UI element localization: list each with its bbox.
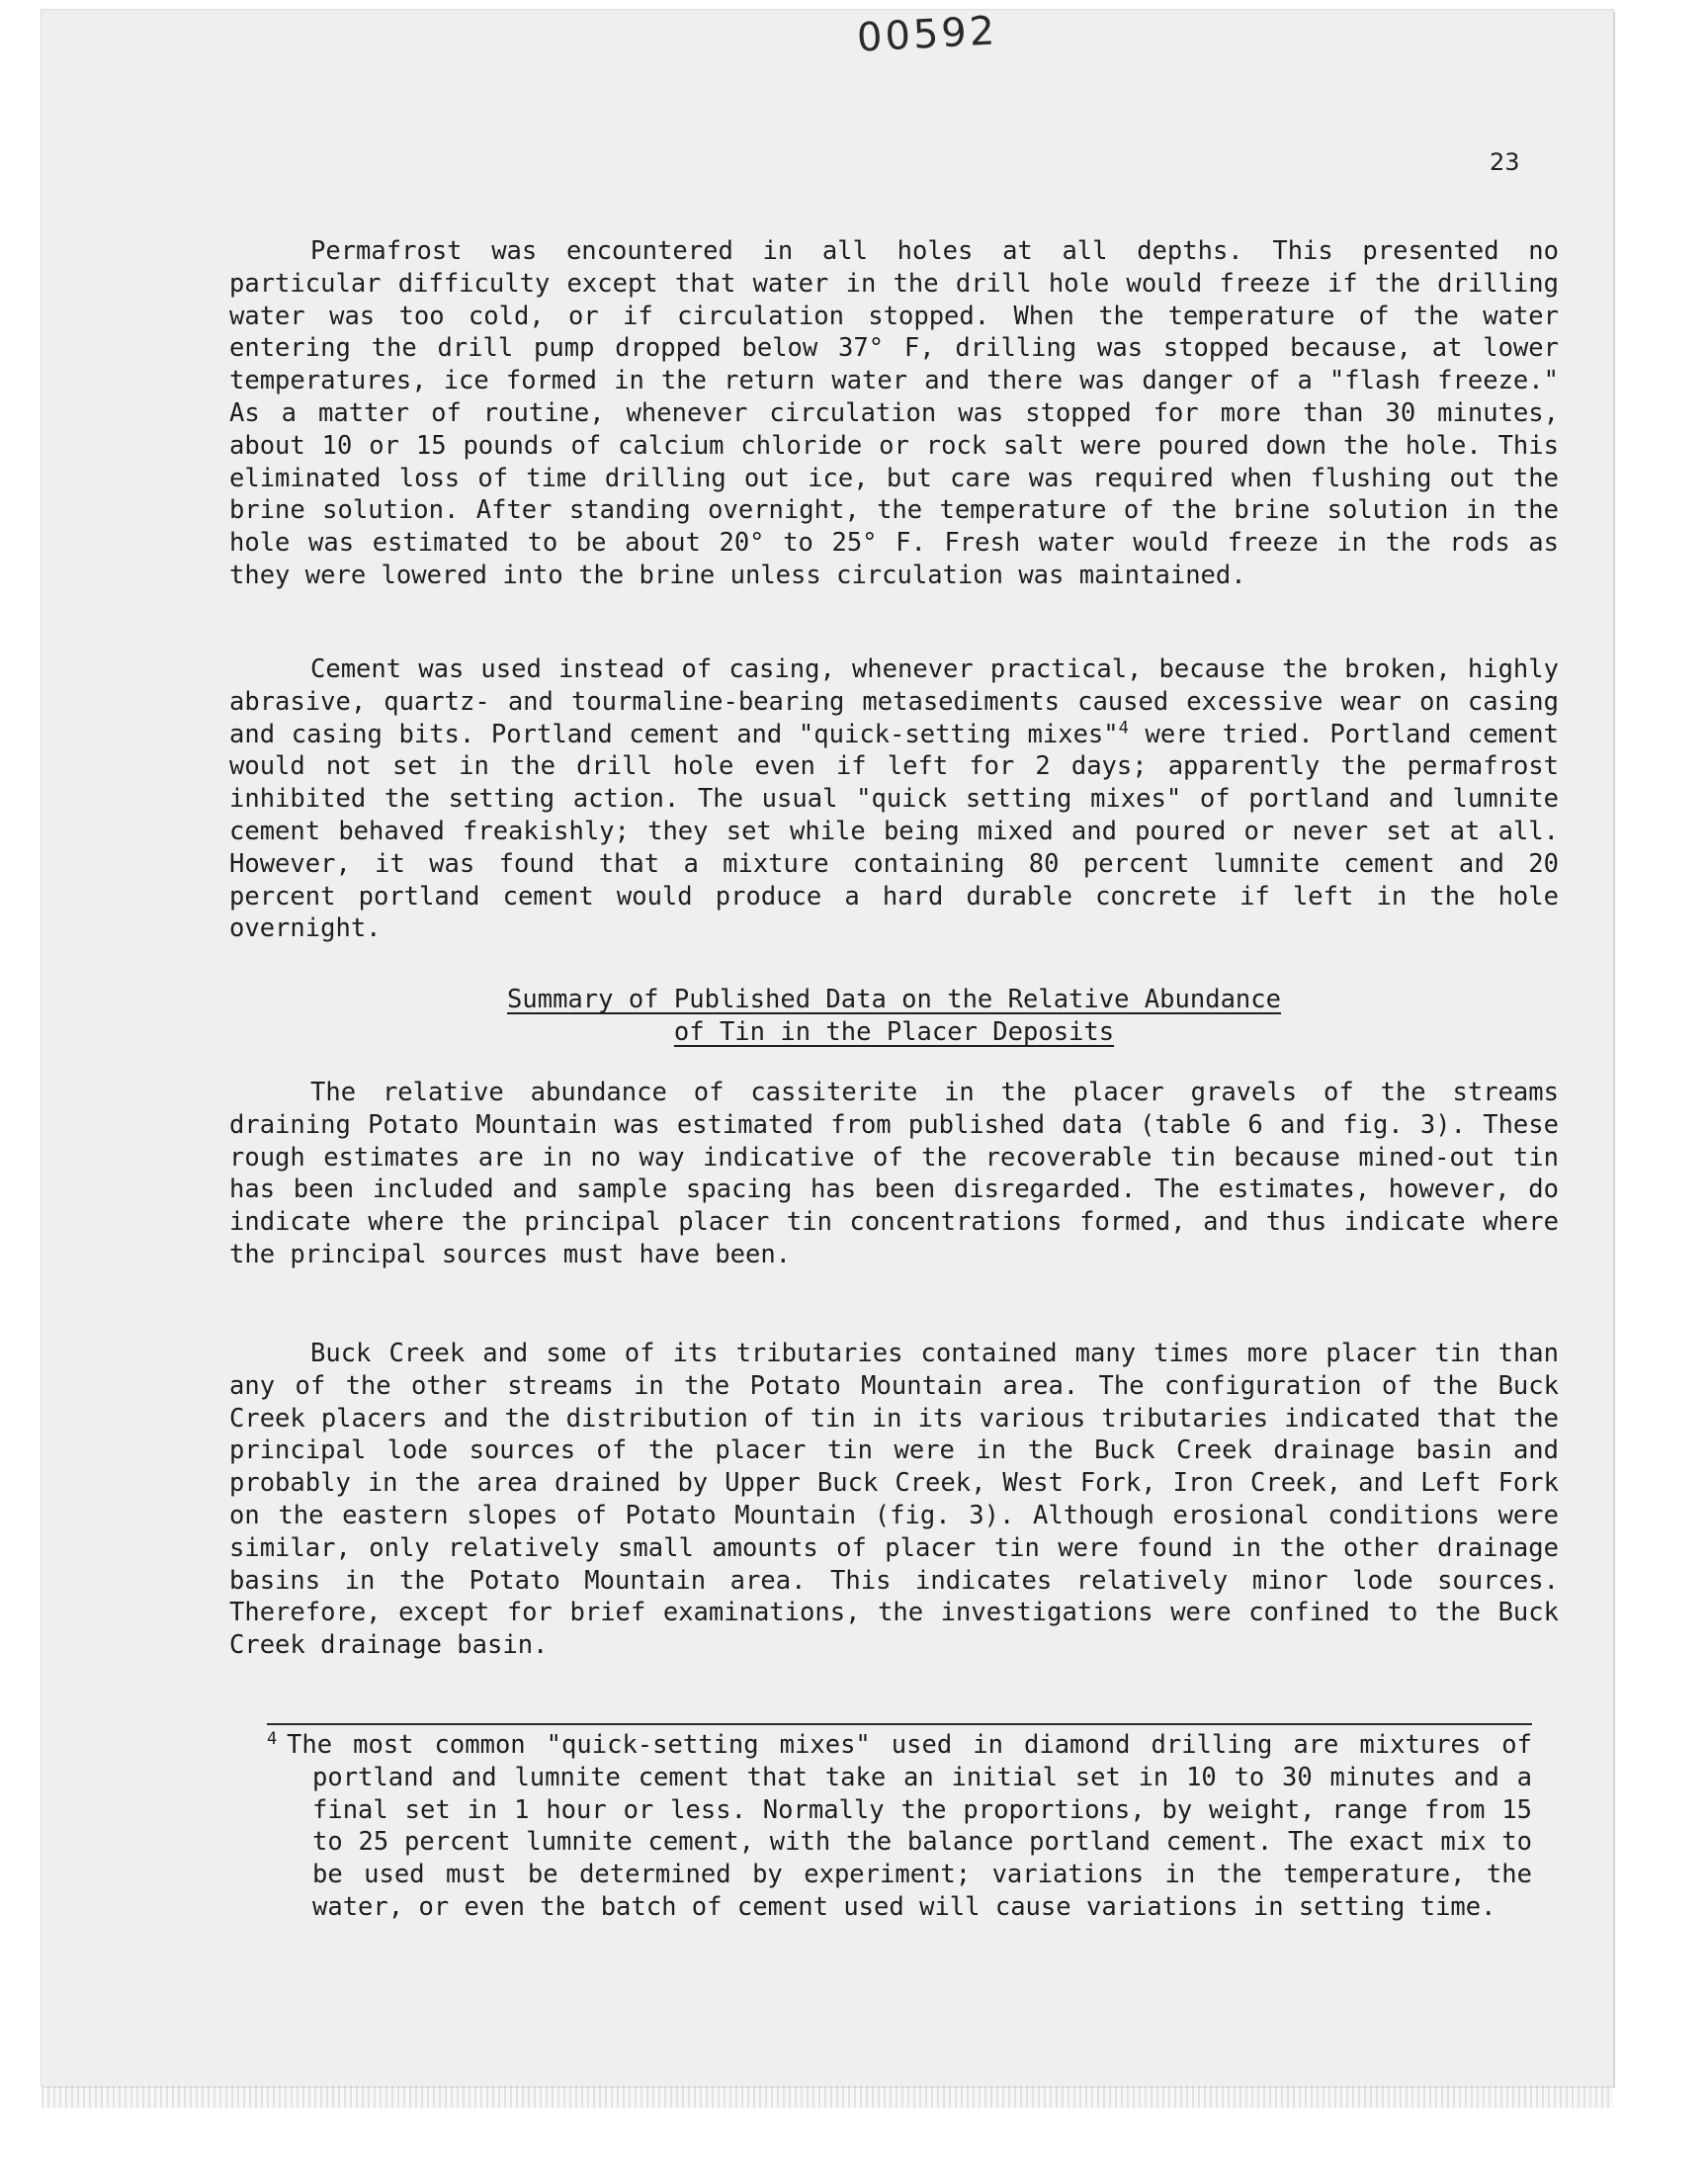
- document-stamp-number: 00592: [855, 8, 999, 61]
- footnote-text: The most common "quick-setting mixes" used in diamond drilling are mixtures of portland and lumnite cement that take an initial set in 10 to 30 minutes and a final set in 1 hour or less. Normally the proportions, by weight, range from 15 to 25 percent lumnite cement, with the balance portland cement. The exact mix to be used must be determined by experiment; variations in the temperature, the water, or even the batch of cement used will cause variations in setting time.: [287, 1730, 1532, 1922]
- paragraph-buck-creek: Buck Creek and some of its tributaries contained many times more placer tin than any of the other streams in the Potato Mountain area. The configuration of the Buck Creek placers and the distribution of tin in its various tributaries indicated that the principal lode sources of the placer tin were in the Buck Creek drainage basin and probably in the area drained by Upper Buck Creek, West Fork, Iron Creek, and Left Fork on the eastern slopes of Potato Mountain (fig. 3). Although erosional conditions were similar, only relatively small amounts of placer tin were found in the other drainage basins in the Potato Mountain area. This indicates relatively minor lode sources. Therefore, except for brief examinations, the investigations were confined to the Buck Creek drainage basin.: [229, 1339, 1559, 1661]
- paragraph-permafrost: Permafrost was encountered in all holes at all depths. This presented no particular difficulty except that water in the drill hole would freeze if the drilling water was too cold, or if circulation stopped. When the temperature of the water entering the drill pump dropped below 37° F, drilling was stopped because, at lower temperatures, ice formed in the return water and there was danger of a "flash freeze." As a matter of routine, whenever circulation was stopped for more than 30 minutes, about 10 or 15 pounds of calcium chloride or rock salt were poured down the hole. This eliminated loss of time drilling out ice, but care was required when flushing out the brine solution. After standing overnight, the temperature of the brine solution in the hole was estimated to be about 20° to 25° F. Fresh water would freeze in the rods as they were lowered into the brine unless circulation was maintained.: [229, 236, 1559, 590]
- document-page: [42, 10, 1613, 2086]
- footnote-divider: [267, 1723, 1532, 1725]
- section-heading: [229, 984, 1559, 1049]
- page-number: 23: [1490, 148, 1520, 176]
- footnote-reference: 4: [1118, 718, 1129, 739]
- paragraph-relative-abundance: The relative abundance of cassiterite in the placer gravels of the streams draining Potato Mountain was estimated from published data (table 6 and fig. 3). These rough estimates are in no way indicative of the recoverable tin because mined-out tin has been included and sample spacing has been disregarded. The estimates, however, do indicate where the principal placer tin concentrations formed, and thus indicate where the principal sources must have been.: [229, 1078, 1559, 1269]
- footnote: 4 The most common "quick-setting mixes" used in diamond drilling are mixtures of portland and lumnite cement that take an initial set in 10 to 30 minutes and a final set in 1 hour or less. Normally the proportions, by weight, range from 15 to 25 percent lumnite cement, with the balance portland cement. The exact mix to be used must be determined by experiment; variations in the temperature, the water, or even the batch of cement used will cause variations in setting time.: [267, 1728, 1532, 1922]
- section-heading-line-2: of Tin in the Placer Deposits: [673, 1017, 1115, 1047]
- paragraph-cement-text-a: Cement was used instead of casing, whenever practical, because the broken, highly abrasive, quartz- and tourmaline-bearing metasediments caused excessive wear on casing and casing bits. Portland cement and "quick-setting mixes": [229, 654, 1559, 749]
- section-heading-line-1: Summary of Published Data on the Relative Abundance: [507, 985, 1281, 1014]
- paragraph-cement-text-b: were tried. Portland cement would not set in the drill hole even if left for 2 days; apparently the permafrost inhibited the setting action. The usual "quick setting mixes" of portland and lumnite cement behaved freakishly; they set while being mixed and poured or never set at all. However, it was found that a mixture containing 80 percent lumnite cement and 20 percent portland cement would produce a hard durable concrete if left in the hole overnight.: [229, 719, 1559, 944]
- paragraph-cement: [229, 653, 1559, 945]
